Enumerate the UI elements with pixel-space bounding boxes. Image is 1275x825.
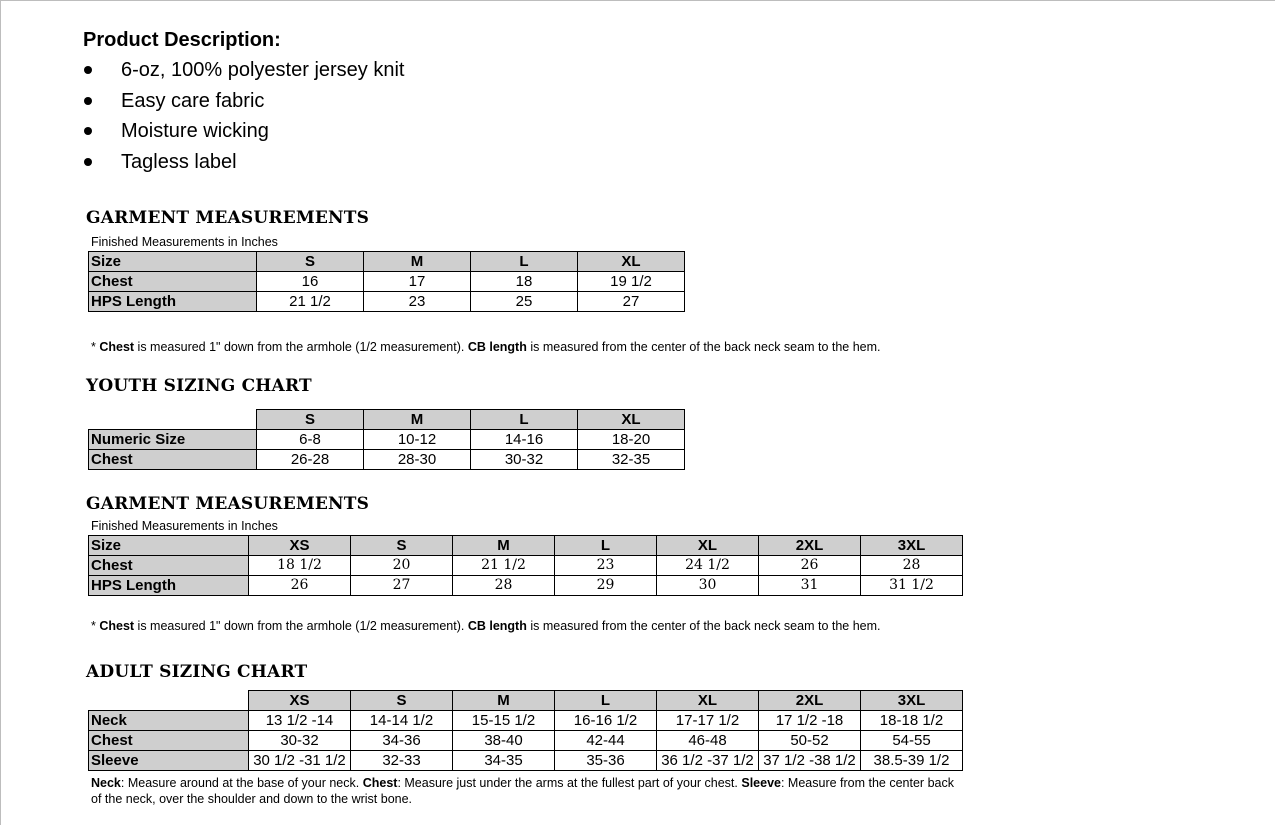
table-row [89,430,685,450]
empty-corner-cell [89,691,249,711]
row-label: Neck [89,711,249,731]
table-cell: 29 [555,576,657,596]
table-cell: 42-44 [555,731,657,751]
table-row [89,576,963,596]
table-cell: 38-40 [453,731,555,751]
row-label: Chest [89,450,257,470]
size-header: XL [657,536,759,556]
garment-measurements-table [88,535,963,596]
table-cell: 36 1/2 -37 1/2 [657,751,759,771]
table-row [89,731,963,751]
finished-measurements-caption: Finished Measurements in Inches [91,235,278,249]
table-cell: 14-16 [471,430,578,450]
table-row [89,292,685,312]
list-item [83,87,404,118]
table-cell: 27 [351,576,453,596]
size-header: 3XL [861,691,963,711]
product-description-title: Product Description: [83,29,281,51]
table-row [89,711,963,731]
table-row [89,272,685,292]
size-header: XS [249,691,351,711]
table-cell: 6-8 [257,430,364,450]
size-header: L [555,536,657,556]
bullet-text: 6-oz, 100% polyester jersey knit [121,59,405,81]
table-cell: 24 1/2 [657,556,759,576]
table-cell: 16 [257,272,364,292]
size-header: S [257,410,364,430]
table-row [89,536,963,556]
table-cell: 35-36 [555,751,657,771]
table-cell: 19 1/2 [578,272,685,292]
list-item [83,56,404,87]
size-header: S [351,691,453,711]
table-cell: 21 1/2 [257,292,364,312]
size-header: L [555,691,657,711]
table-cell: 18-18 1/2 [861,711,963,731]
table-cell: 38.5-39 1/2 [861,751,963,771]
table-cell: 18-20 [578,430,685,450]
row-label: Chest [89,731,249,751]
garment-measurements-table [88,251,685,312]
size-header: M [453,536,555,556]
size-header: M [364,252,471,272]
row-label: Size [89,536,249,556]
bullet-icon [84,66,92,74]
table-cell: 30-32 [249,731,351,751]
finished-measurements-caption: Finished Measurements in Inches [91,519,278,533]
size-header: M [364,410,471,430]
size-header: XL [578,410,685,430]
row-label: HPS Length [89,292,257,312]
table-cell: 17 [364,272,471,292]
table-cell: 16-16 1/2 [555,711,657,731]
table-cell: 30-32 [471,450,578,470]
bullet-icon [84,127,92,135]
table-cell: 10-12 [364,430,471,450]
table-row [89,691,963,711]
table-cell: 37 1/2 -38 1/2 [759,751,861,771]
table-cell: 28 [861,556,963,576]
bullet-text: Moisture wicking [121,120,269,142]
table-cell: 17-17 1/2 [657,711,759,731]
product-description-list [83,56,404,178]
table-cell: 46-48 [657,731,759,751]
bullet-icon [84,158,92,166]
table-cell: 17 1/2 -18 [759,711,861,731]
garment-measurements-note: * Chest is measured 1" down from the armhole (1/2 measurement). CB length is measured from the center of the back neck seam to the hem. [91,340,881,354]
table-cell: 20 [351,556,453,576]
size-header: L [471,410,578,430]
row-label: Sleeve [89,751,249,771]
table-cell: 32-33 [351,751,453,771]
table-row [89,410,685,430]
bullet-text: Tagless label [121,150,237,173]
size-header: M [453,691,555,711]
row-label: Chest [89,556,249,576]
table-cell: 25 [471,292,578,312]
table-cell: 31 1/2 [861,576,963,596]
size-header: S [257,252,364,272]
size-header: S [351,536,453,556]
adult-sizing-heading: ADULT SIZING CHART [86,662,308,682]
garment-measurements-heading: GARMENT MEASUREMENTS [86,208,370,228]
table-row [89,252,685,272]
garment-measurements-note: * Chest is measured 1" down from the armhole (1/2 measurement). CB length is measured from the center of the back neck seam to the hem. [91,619,881,633]
table-cell: 50-52 [759,731,861,751]
row-label: HPS Length [89,576,249,596]
youth-sizing-table [88,409,685,470]
bullet-text: Easy care fabric [121,89,265,112]
table-cell: 34-35 [453,751,555,771]
bullet-icon [84,97,92,105]
table-cell: 26 [249,576,351,596]
size-header: XL [657,691,759,711]
list-item [83,148,404,179]
size-header: 3XL [861,536,963,556]
size-header: XL [578,252,685,272]
empty-corner-cell [89,410,257,430]
size-header: 2XL [759,536,861,556]
size-header: 2XL [759,691,861,711]
table-cell: 26-28 [257,450,364,470]
table-cell: 18 [471,272,578,292]
table-row [89,556,963,576]
table-cell: 26 [759,556,861,576]
table-row [89,450,685,470]
table-cell: 18 1/2 [249,556,351,576]
table-cell: 28 [453,576,555,596]
adult-sizing-note: Neck: Measure around at the base of your neck. Chest: Measure just under the arms at the fullest part of your chest. Sleeve: Measure from the center back of the neck, over the shoulder and down to the wrist bone. [91,776,954,806]
size-header: L [471,252,578,272]
table-cell: 54-55 [861,731,963,751]
table-row [89,751,963,771]
adult-sizing-table [88,690,963,771]
table-cell: 31 [759,576,861,596]
table-cell: 14-14 1/2 [351,711,453,731]
youth-sizing-heading: YOUTH SIZING CHART [86,376,312,396]
table-cell: 13 1/2 -14 [249,711,351,731]
table-cell: 23 [555,556,657,576]
row-label: Numeric Size [89,430,257,450]
table-cell: 15-15 1/2 [453,711,555,731]
size-header: XS [249,536,351,556]
table-cell: 27 [578,292,685,312]
table-cell: 21 1/2 [453,556,555,576]
list-item [83,117,404,148]
table-cell: 28-30 [364,450,471,470]
table-cell: 30 [657,576,759,596]
table-cell: 30 1/2 -31 1/2 [249,751,351,771]
table-cell: 23 [364,292,471,312]
table-cell: 34-36 [351,731,453,751]
table-cell: 32-35 [578,450,685,470]
row-label: Size [89,252,257,272]
row-label: Chest [89,272,257,292]
garment-measurements-heading: GARMENT MEASUREMENTS [86,494,370,514]
